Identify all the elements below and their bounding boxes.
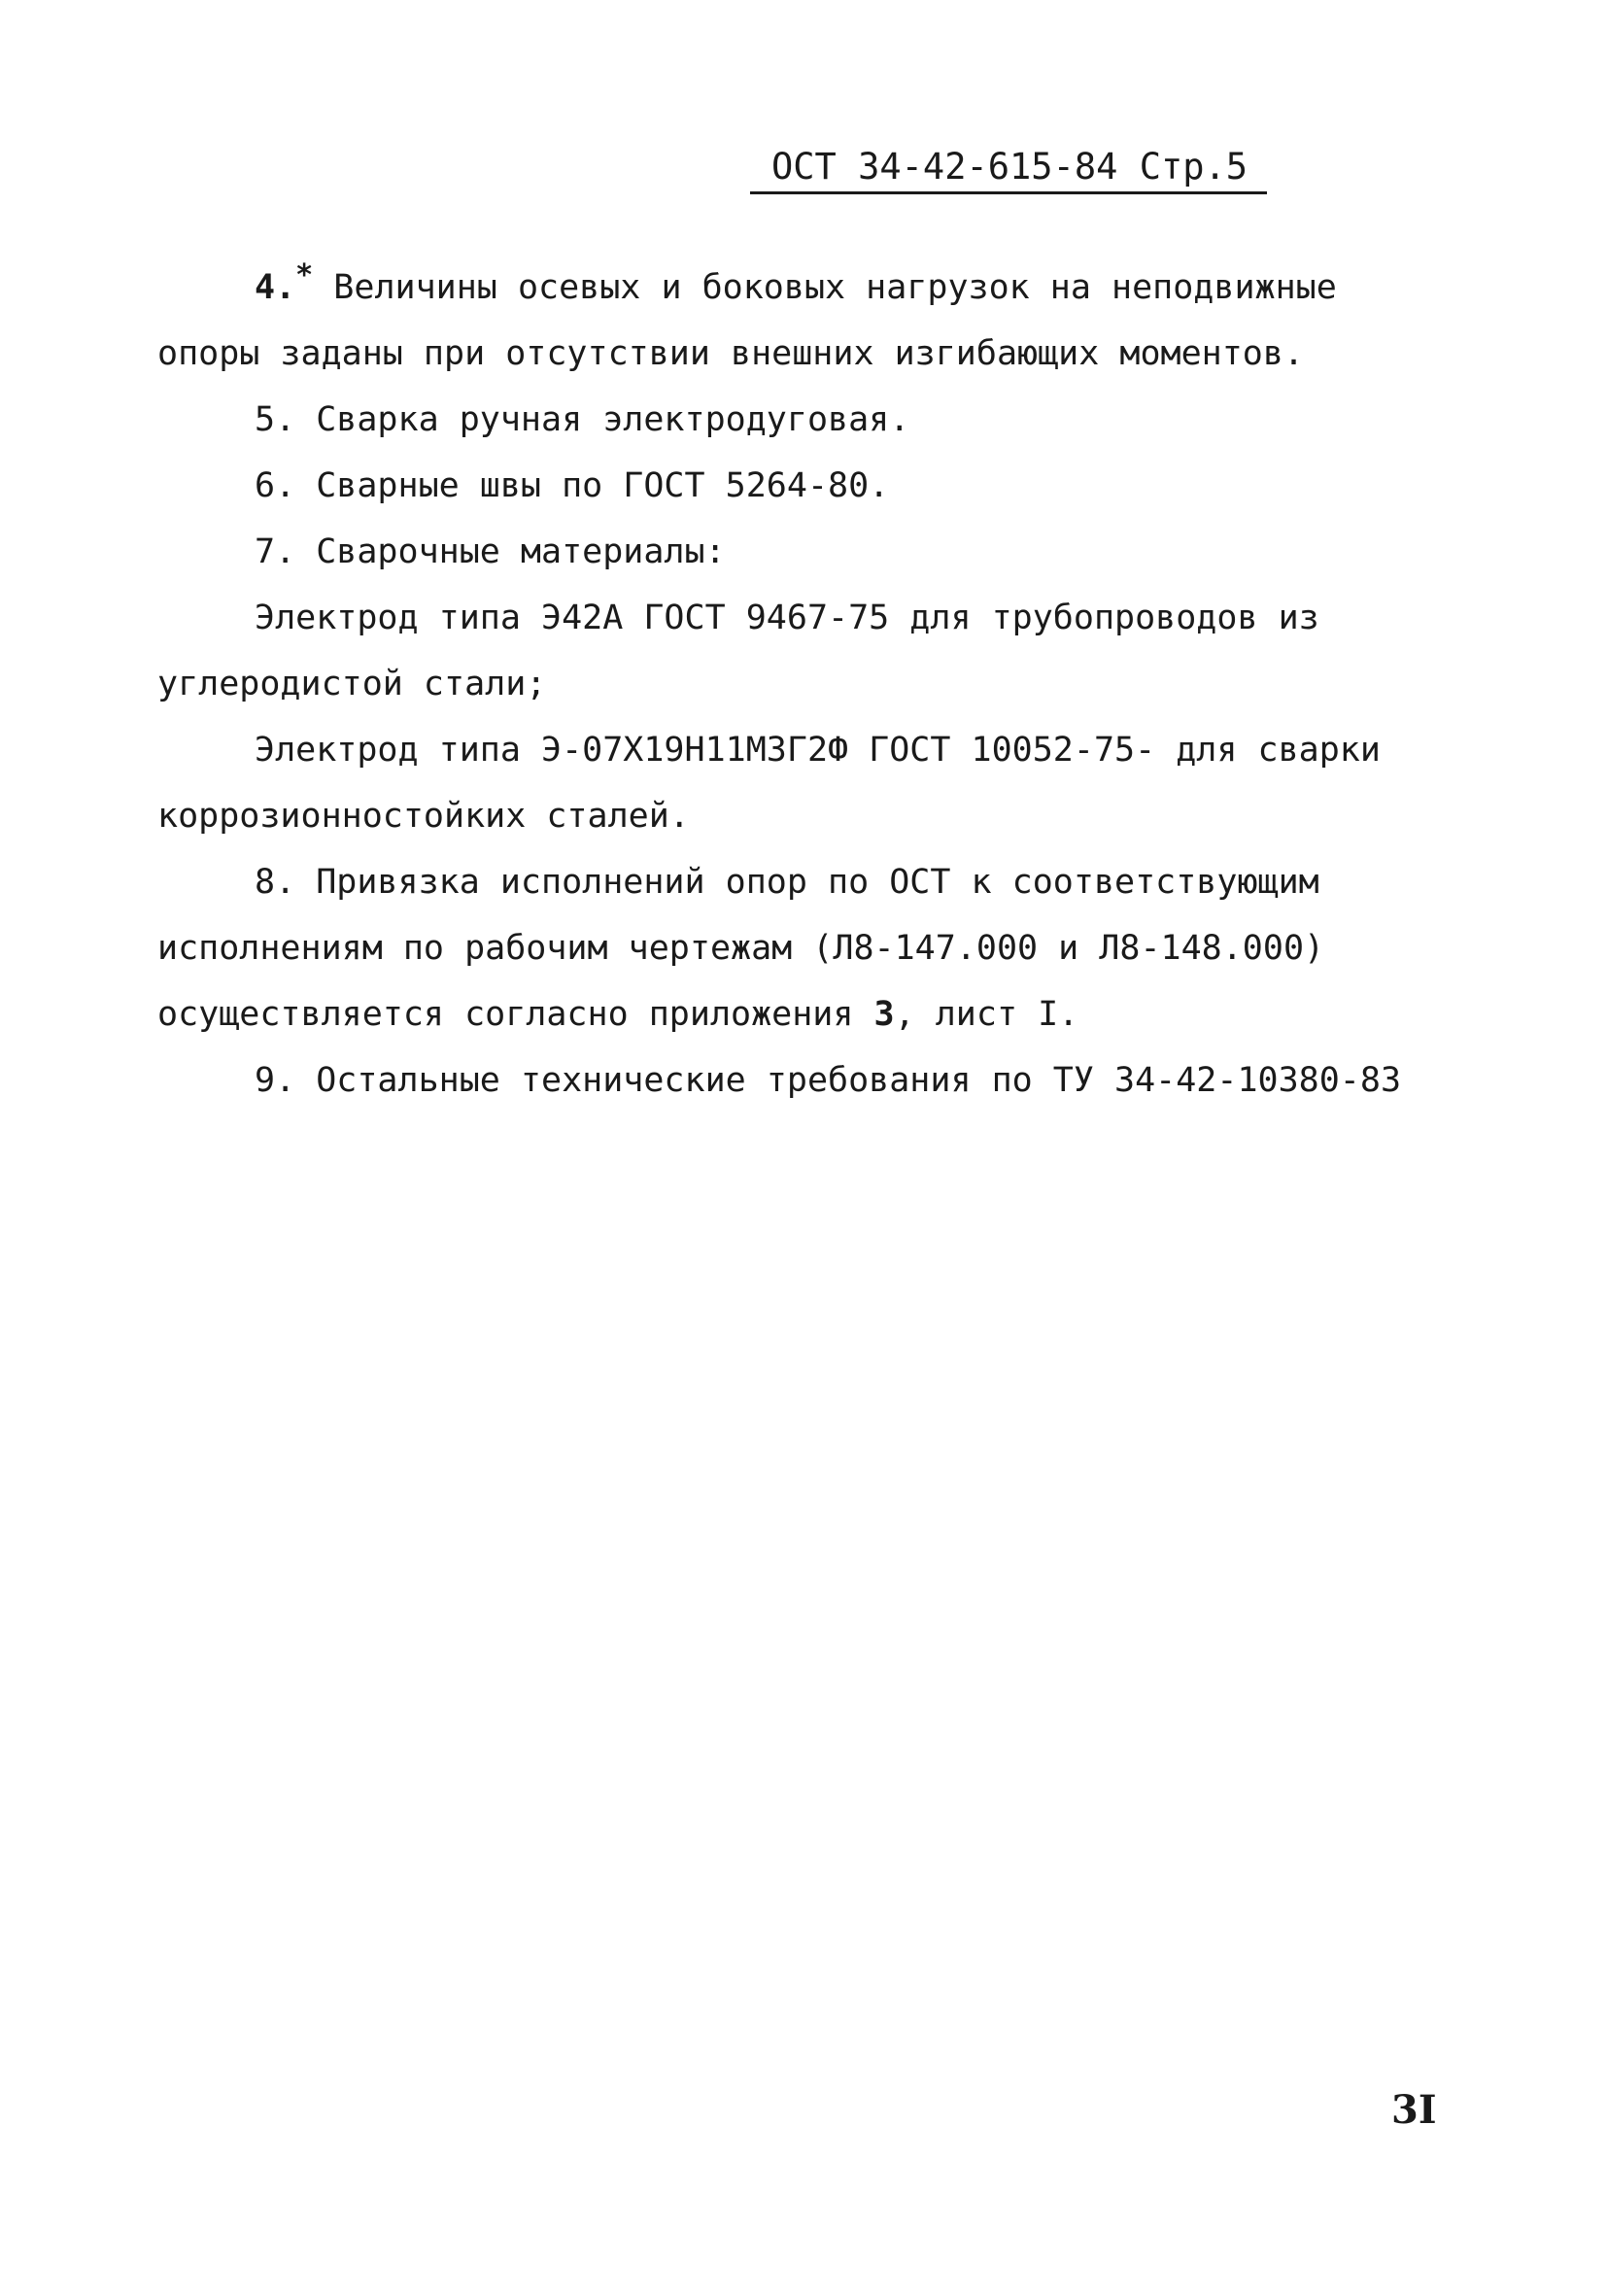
asterisk-mark: *: [295, 258, 314, 292]
paragraph-6: 6. Сварные швы по ГОСТ 5264-80.: [255, 466, 890, 505]
document-header: ОСТ 34-42-615-84 Стр.5: [750, 146, 1267, 194]
paragraph-8-line-3-text: осуществляется согласно приложения: [157, 995, 874, 1034]
electrode-1-line-1: Электрод типа Э42А ГОСТ 9467-75 для трубопроводов из: [255, 599, 1319, 637]
paragraph-4-line-2: опоры заданы при отсутствии внешних изгибающих моментов.: [157, 334, 1305, 373]
paragraph-5: 5. Сварка ручная электродуговая.: [255, 400, 910, 439]
paragraph-4-number: 4.: [255, 268, 296, 307]
document-body: [157, 255, 1402, 1114]
paragraph-8-line-3-end: , лист I.: [894, 995, 1079, 1034]
paragraph-9: 9. Остальные технические требования по ТУ 34-42-10380-83: [255, 1061, 1402, 1100]
paragraph-7: 7. Сварочные материалы:: [255, 532, 726, 571]
electrode-2-line-2: коррозионностойких сталей.: [157, 797, 690, 836]
electrode-2-line-1: Электрод типа Э-07Х19Н11М3Г2Ф ГОСТ 10052-75- для сварки: [255, 731, 1381, 770]
page-number: 3I: [1391, 2087, 1437, 2133]
paragraph-4-line-1: [157, 255, 1382, 321]
paragraph-8-line-2: исполнениям по рабочим чертежам (Л8-147.000 и Л8-148.000): [157, 929, 1325, 968]
paragraph-8-line-1: 8. Привязка исполнений опор по ОСТ к соответствующим: [255, 863, 1319, 902]
electrode-1-line-2: углеродистой стали;: [157, 665, 547, 703]
paragraph-8-line-3: [157, 981, 1382, 1047]
paragraph-4-text: Величины осевых и боковых нагрузок на неподвижные: [333, 268, 1337, 307]
appendix-number: 3: [873, 995, 895, 1034]
